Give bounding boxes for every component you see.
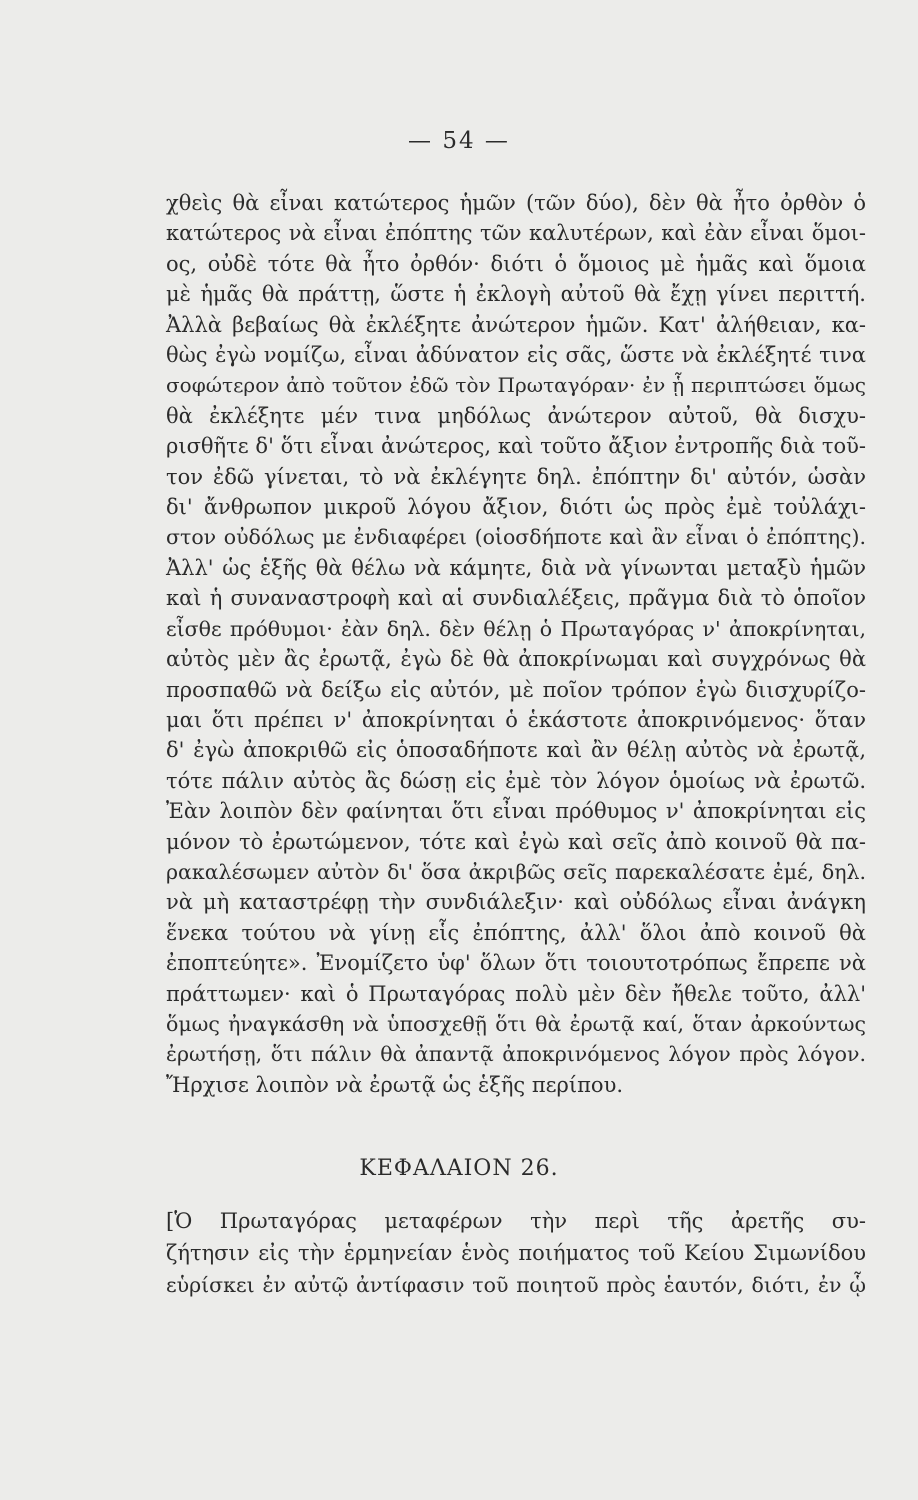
text-line: εἶσθε πρόθυμοι· ἐὰν δηλ. δὲν θέλῃ ὁ Πρωταγόρας ν' ἀποκρίνηται, xyxy=(166,616,866,641)
text-line: Ἤρχισε λοιπὸν νὰ ἐρωτᾷ ὡς ἑξῆς περίπου. xyxy=(166,1072,624,1097)
text-line: σοφώτερον ἀπὸ τοῦτον ἐδῶ τὸν Πρωταγόραν· ἐν ᾗ περιπτώσει ὅμως xyxy=(166,373,866,398)
text-line: Ἀλλὰ βεβαίως θὰ ἐκλέξητε ἀνώτερον ἡμῶν. Κατ' ἀλήθειαν, κα- xyxy=(166,312,866,337)
text-line: μόνον τὸ ἐρωτώμενον, τότε καὶ ἐγὼ καὶ σεῖς ἀπὸ κοινοῦ θὰ πα- xyxy=(166,829,866,854)
text-line: προσπαθῶ νὰ δείξω εἰς αὐτόν, μὲ ποῖον τρόπον ἐγὼ διισχυρίζο- xyxy=(166,677,866,702)
text-line: τον ἐδῶ γίνεται, τὸ νὰ ἐκλέγητε δηλ. ἐπόπτην δι' αὐτόν, ὡσὰν xyxy=(166,464,866,489)
text-line: ἐποπτεύητε». Ἐνομίζετο ὑφ' ὅλων ὅτι τοιουτοτρόπως ἔπρεπε νὰ xyxy=(166,951,866,976)
summary-line: εὑρίσκει ἐν αὐτῷ ἀντίφασιν τοῦ ποιητοῦ πρὸς ἑαυτόν, διότι, ἐν ᾧ xyxy=(166,1273,866,1297)
summary-line: [Ὁ Πρωταγόρας μεταφέρων τὴν περὶ τῆς ἀρετῆς συ- xyxy=(166,1209,866,1233)
text-line: αὐτὸς μὲν ἂς ἐρωτᾷ, ἐγὼ δὲ θὰ ἀποκρίνωμαι καὶ συγχρόνως θὰ xyxy=(166,647,866,672)
text-line: κατώτερος νὰ εἶναι ἐπόπτης τῶν καλυτέρων, καὶ ἐὰν εἶναι ὅμοι- xyxy=(166,221,866,246)
text-line: θὼς ἐγὼ νομίζω, εἶναι ἀδύνατον εἰς σᾶς, ὥστε νὰ ἐκλέξητέ τινα xyxy=(166,343,866,368)
text-line: στον οὐδόλως με ἐνδιαφέρει (οἱοσδήποτε καὶ ἂν εἶναι ὁ ἐπόπτης). xyxy=(166,525,866,550)
text-line: μαι ὅτι πρέπει ν' ἀποκρίνηται ὁ ἑκάστοτε ἀποκρινόμενος· ὅταν xyxy=(166,707,866,732)
text-line: πράττωμεν· καὶ ὁ Πρωταγόρας πολὺ μὲν δὲν ἤθελε τοῦτο, ἀλλ' xyxy=(166,981,866,1006)
text-line: ὅμως ἠναγκάσθη νὰ ὑποσχεθῇ ὅτι θὰ ἐρωτᾷ καί, ὅταν ἀρκούντως xyxy=(166,1011,866,1036)
text-line: ἐρωτήσῃ, ὅτι πάλιν θὰ ἀπαντᾷ ἀποκρινόμενος λόγον πρὸς λόγον. xyxy=(166,1042,866,1067)
text-line: ος, οὐδὲ τότε θὰ ἦτο ὀρθόν· διότι ὁ ὅμοιος μὲ ἡμᾶς καὶ ὅμοια xyxy=(166,251,866,276)
chapter-summary xyxy=(166,1205,866,1301)
page-number: — 54 — xyxy=(408,128,510,154)
text-line: δ' ἐγὼ ἀποκριθῶ εἰς ὁποσαδήποτε καὶ ἂν θέλῃ αὐτὸς νὰ ἐρωτᾷ, xyxy=(166,738,866,763)
text-line: Ἀλλ' ὡς ἑξῆς θὰ θέλω νὰ κάμητε, διὰ νὰ γίνωνται μεταξὺ ἡμῶν xyxy=(166,555,866,580)
summary-line: ζήτησιν εἰς τὴν ἑρμηνείαν ἑνὸς ποιήματος τοῦ Κείου Σιμωνίδου xyxy=(166,1241,866,1265)
text-line: μὲ ἡμᾶς θὰ πράττῃ, ὥστε ἡ ἐκλογὴ αὐτοῦ θὰ ἔχῃ γίνει περιττή. xyxy=(166,282,866,307)
text-line: ἕνεκα τούτου νὰ γίνῃ εἷς ἐπόπτης, ἀλλ' ὅλοι ἀπὸ κοινοῦ θὰ xyxy=(166,920,866,945)
text-line: χθεὶς θὰ εἶναι κατώτερος ἡμῶν (τῶν δύο), δὲν θὰ ἦτο ὀρθὸν ὁ xyxy=(166,191,866,215)
text-line: καὶ ἡ συναναστροφὴ καὶ αἱ συνδιαλέξεις, πρᾶγμα διὰ τὸ ὁποῖον xyxy=(166,586,866,611)
text-line: τότε πάλιν αὐτὸς ἂς δώσῃ εἰς ἐμὲ τὸν λόγον ὁμοίως νὰ ἐρωτῶ. xyxy=(166,768,866,793)
text-line: δι' ἄνθρωπον μικροῦ λόγου ἄξιον, διότι ὡς πρὸς ἐμὲ τοὐλάχι- xyxy=(166,495,866,520)
chapter-heading: ΚΕΦΑΛΑΙΟΝ 26. xyxy=(359,1156,559,1181)
text-line: Ἐὰν λοιπὸν δὲν φαίνηται ὅτι εἶναι πρόθυμος ν' ἀποκρίνηται εἰς xyxy=(166,799,866,824)
text-line: θὰ ἐκλέξητε μέν τινα μηδόλως ἀνώτερον αὐτοῦ, θὰ δισχυ- xyxy=(166,403,866,428)
text-line: νὰ μὴ καταστρέφῃ τὴν συνδιάλεξιν· καὶ οὐδόλως εἶναι ἀνάγκη xyxy=(166,890,866,915)
text-line: ρισθῆτε δ' ὅτι εἶναι ἀνώτερος, καὶ τοῦτο ἄξιον ἐντροπῆς διὰ τοῦ- xyxy=(166,434,866,459)
body-text xyxy=(166,188,866,1100)
text-line: ρακαλέσωμεν αὐτὸν δι' ὅσα ἀκριβῶς σεῖς παρεκαλέσατε ἐμέ, δηλ. xyxy=(166,859,866,884)
